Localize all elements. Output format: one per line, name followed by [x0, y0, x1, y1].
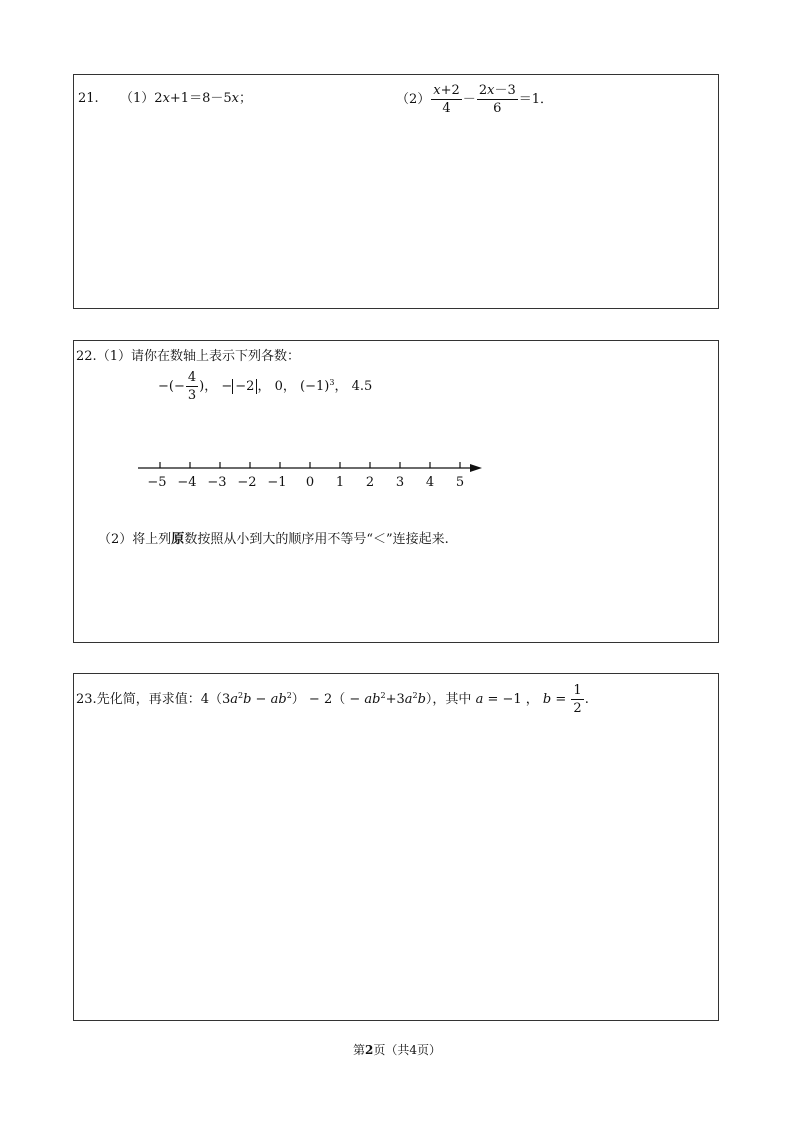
number-line-tick-label: −3 — [207, 475, 227, 490]
equation-rhs: ＝1． — [518, 92, 553, 107]
question-22-number: 22. — [76, 349, 97, 364]
part2-text: 数按照从小到大的顺序用不等号“＜”连接起来. — [184, 532, 449, 547]
footer-total-pages: 4 — [409, 1043, 417, 1057]
number-5: 4.5 — [351, 379, 373, 394]
var-a: a — [230, 692, 238, 707]
number-line-tick-label: 5 — [455, 475, 465, 490]
expression-part: +3 — [385, 692, 405, 707]
part1-label: （1） — [120, 91, 155, 106]
number-line-tick-label: 3 — [395, 475, 405, 490]
exponent: 2 — [238, 691, 244, 700]
condition-b-fraction — [571, 684, 583, 715]
numerator: 1 — [573, 683, 582, 698]
denominator: 3 — [187, 388, 197, 403]
condition-b-equals: = — [551, 692, 571, 707]
var-a: a — [364, 692, 373, 707]
number-line-tick-label: 2 — [365, 475, 375, 490]
number-line-tick-label: −5 — [147, 475, 167, 490]
question-23-number: 23. — [76, 692, 97, 707]
number-2-prefix: − — [221, 379, 233, 394]
part2-text-bold: 原 — [171, 532, 185, 547]
expression-part: ），其中 — [425, 692, 476, 707]
separator: ， — [257, 379, 271, 394]
denominator: 6 — [493, 101, 502, 116]
footer-text: 页（共 — [373, 1043, 410, 1057]
number-1-fraction — [186, 371, 198, 402]
number-3: 0 — [274, 379, 283, 394]
question-22-part1 — [76, 350, 300, 363]
number-line-tick-label: −2 — [237, 475, 257, 490]
separator: ， — [204, 379, 218, 394]
exponent: 2 — [380, 691, 386, 700]
number-line-tick-label: −4 — [177, 475, 197, 490]
var-b: b — [278, 692, 287, 707]
condition-a-value: = −1 ， — [483, 692, 543, 707]
var-x: x — [162, 91, 170, 106]
number-line-tick-label: −1 — [267, 475, 287, 490]
question-21-part2 — [396, 84, 553, 115]
minus-sign: − — [251, 692, 271, 707]
var-x: x — [433, 83, 441, 98]
number-1-suffix: ) — [199, 379, 205, 394]
arrow-right-icon — [470, 464, 482, 472]
var-a: a — [475, 692, 484, 707]
expression-part: ） − 2（ − — [291, 692, 365, 707]
footer-page-number: 2 — [364, 1043, 374, 1057]
question-23-statement — [76, 684, 589, 715]
number-4 — [300, 379, 334, 394]
number-2-absolute: −2 — [232, 379, 257, 395]
part2-text: 将上列 — [132, 532, 172, 547]
var-b: b — [372, 692, 381, 707]
var-x: x — [487, 83, 495, 98]
numbers-list — [158, 371, 372, 402]
question-21-number: 21. — [78, 91, 99, 106]
footer-text: 第 — [352, 1043, 365, 1057]
eq-term: 2 — [154, 91, 163, 106]
period: . — [584, 692, 589, 707]
separator: ， — [282, 379, 296, 394]
part2-label: （2） — [98, 532, 133, 547]
fraction-2 — [477, 84, 518, 115]
numerator: 4 — [187, 370, 197, 385]
var-a: a — [270, 692, 279, 707]
numerator-term: +2 — [440, 83, 460, 98]
number-4-exponent: 3 — [329, 378, 335, 387]
var-a: a — [404, 692, 413, 707]
eq-term: +1＝8－5 — [169, 91, 232, 106]
var-b: b — [243, 692, 252, 707]
separator: ， — [334, 379, 348, 394]
question-22-part2 — [98, 533, 449, 546]
number-1-prefix: −(− — [158, 379, 185, 394]
number-line-tick-label: 0 — [305, 475, 315, 490]
var-b: b — [542, 692, 552, 707]
question-23-box — [73, 673, 719, 1021]
question-21-part1 — [120, 92, 252, 105]
denominator: 4 — [442, 101, 451, 116]
number-line-tick-label: 1 — [335, 475, 345, 490]
var-b: b — [417, 692, 426, 707]
footer-text: 页） — [417, 1043, 442, 1057]
page-footer — [0, 1041, 794, 1058]
part2-label: （2） — [396, 92, 431, 107]
eq-term: ； — [238, 91, 252, 106]
part1-label: （1） — [96, 349, 131, 364]
numerator-term: 2 — [478, 83, 488, 98]
exponent: 2 — [286, 691, 292, 700]
numerator-term: －3 — [494, 83, 516, 98]
number-4-base: (−1) — [300, 379, 330, 394]
var-x: x — [231, 91, 239, 106]
fraction-1 — [431, 84, 462, 115]
number-line-tick-label: 4 — [425, 475, 435, 490]
exponent: 2 — [412, 691, 418, 700]
part1-instruction: 请你在数轴上表示下列各数： — [130, 349, 300, 364]
denominator: 2 — [573, 701, 582, 716]
expression-term-1 — [230, 692, 570, 707]
expression-part: 先化简，再求值：4（3 — [96, 692, 231, 707]
minus-sign: － — [462, 92, 476, 107]
